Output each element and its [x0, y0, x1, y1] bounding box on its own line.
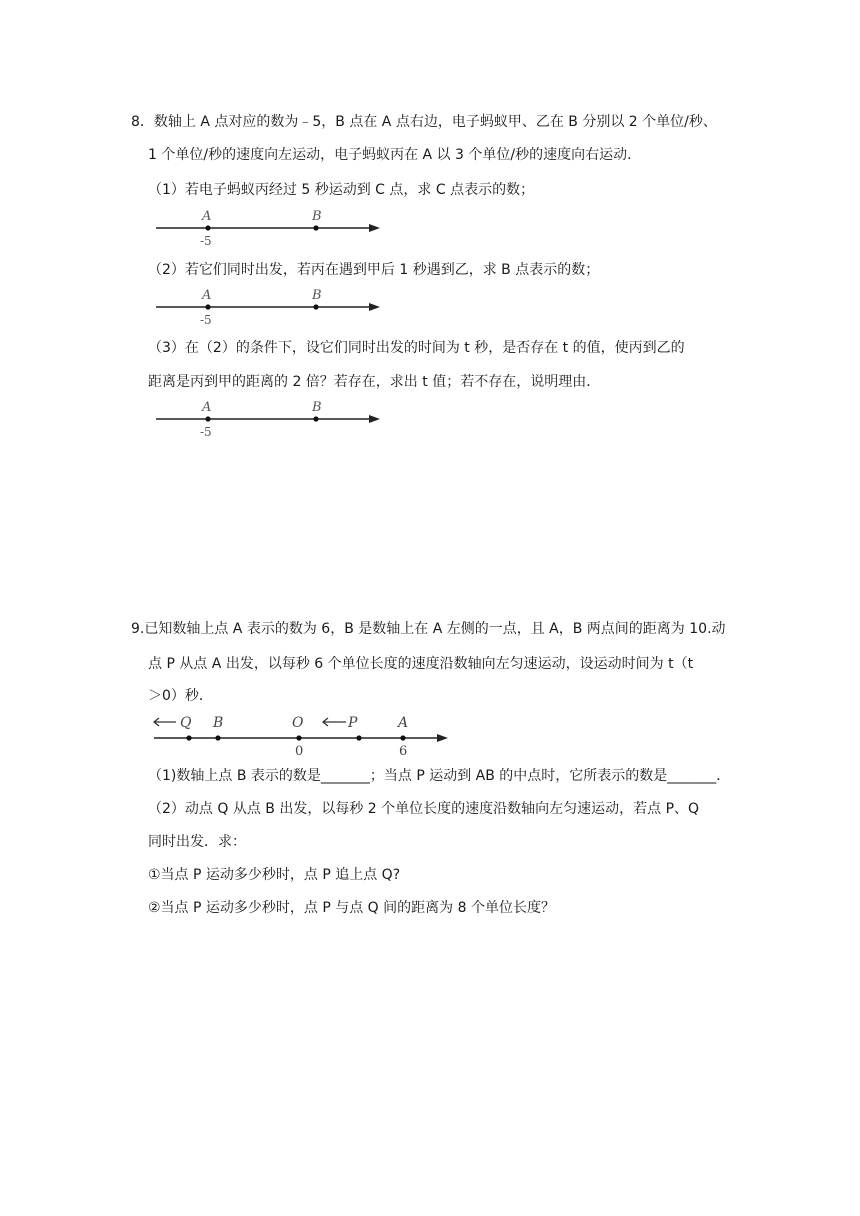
q8-number-line-1: [150, 206, 390, 248]
q8-part-2: （2）若它们同时出发，若丙在遇到甲后 1 秒遇到乙，求 B 点表示的数；: [148, 262, 600, 278]
point-b: [313, 225, 318, 230]
point-b: [215, 735, 220, 740]
value-a: 6: [399, 744, 408, 759]
point-a: [205, 225, 210, 230]
q9-line-1: 9.已知数轴上点 A 表示的数为 6，B 是数轴上在 A 左侧的一点，且 A，B 两点间的距离为 10.动: [131, 621, 726, 637]
q8-line-2: 1 个单位/秒的速度向左运动，电子蚂蚁丙在 A 以 3 个单位/秒的速度向右运动．: [148, 147, 642, 163]
q9-sub-question-1: ①当点 P 运动多少秒时，点 P 追上点 Q?: [148, 867, 401, 883]
q9-line-3: ＞0）秒．: [148, 688, 213, 704]
label-o: O: [292, 715, 304, 731]
q9-sub-question-2: ②当点 P 运动多少秒时，点 P 与点 Q 间的距离为 8 个单位长度？: [148, 900, 555, 916]
label-b: B: [312, 400, 322, 415]
point-p: [356, 735, 361, 740]
value-a: -5: [200, 425, 212, 439]
point-a: [400, 735, 405, 740]
q8-number-line-2: [150, 285, 390, 327]
label-a: A: [398, 715, 409, 731]
label-p: P: [348, 715, 358, 731]
point-a: [205, 416, 210, 421]
q9-number-line: [148, 712, 468, 760]
point-b: [313, 416, 318, 421]
label-q: Q: [180, 715, 192, 731]
q9-part-1: （1)数轴上点 B 表示的数是_______；当点 P 运动到 AB 的中点时，它所表示的数是_______．: [148, 768, 731, 784]
point-q: [186, 735, 191, 740]
value-a: -5: [200, 234, 212, 248]
value-a: -5: [200, 313, 212, 327]
label-b: B: [312, 288, 322, 303]
q8-part-3-line-1: （3）在（2）的条件下，设它们同时出发的时间为 t 秒，是否存在 t 的值，使丙到乙的: [148, 340, 685, 356]
label-b: B: [213, 715, 224, 731]
value-o: 0: [295, 744, 304, 759]
point-a: [205, 304, 210, 309]
q9-part-2-line-2: 同时出发．求：: [148, 834, 246, 850]
label-a: A: [202, 400, 212, 415]
label-a: A: [202, 209, 212, 224]
label-b: B: [312, 209, 322, 224]
point-b: [313, 304, 318, 309]
q8-line-1: 8．数轴上 A 点对应的数为﹣5，B 点在 A 点右边，电子蚂蚁甲、乙在 B 分别以 2 个单位/秒、: [131, 114, 717, 130]
q8-part-3-line-2: 距离是丙到甲的距离的 2 倍？若存在，求出 t 值；若不存在，说明理由．: [148, 374, 601, 390]
point-o: [296, 735, 301, 740]
q9-part-2-line-1: （2）动点 Q 从点 B 出发，以每秒 2 个单位长度的速度沿数轴向左匀速运动，若点 P、Q: [148, 801, 700, 817]
q8-part-1: （1）若电子蚂蚁丙经过 5 秒运动到 C 点，求 C 点表示的数；: [148, 182, 535, 198]
label-a: A: [202, 288, 212, 303]
q8-number-line-3: [150, 397, 390, 439]
q9-line-2: 点 P 从点 A 出发，以每秒 6 个单位长度的速度沿数轴向左匀速运动，设运动时间为 t（t: [148, 656, 694, 672]
